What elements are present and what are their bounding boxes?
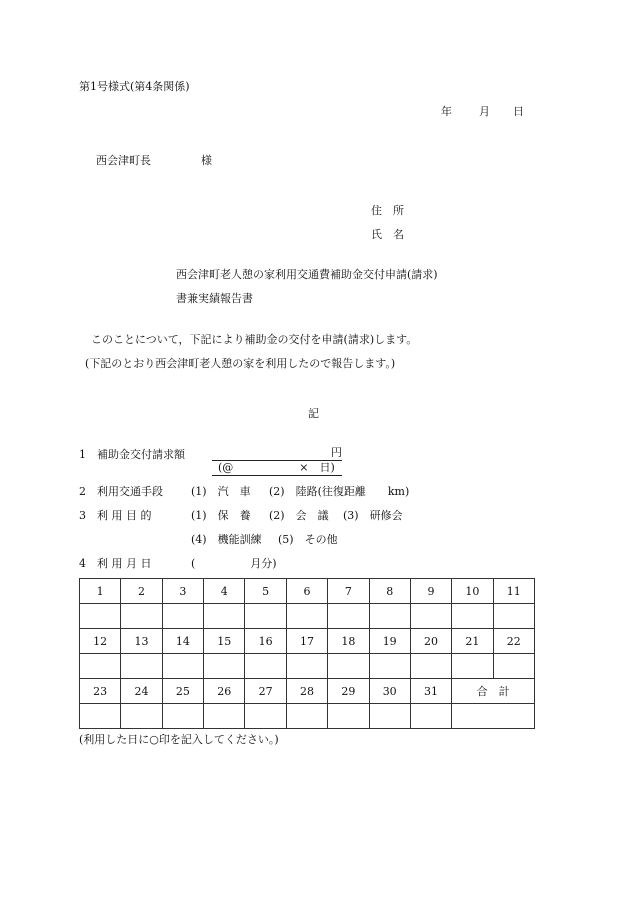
- mark-cell[interactable]: [121, 654, 162, 679]
- mark-cell[interactable]: [286, 704, 327, 729]
- mark-cell[interactable]: [204, 654, 245, 679]
- mark-cell[interactable]: [245, 604, 286, 629]
- mark-cell[interactable]: [369, 704, 410, 729]
- mark-cell[interactable]: [80, 704, 121, 729]
- mark-cell[interactable]: [328, 604, 369, 629]
- form-label: 第1号様式(第4条関係): [79, 80, 190, 93]
- day-cell: 12: [80, 629, 121, 654]
- mark-cell[interactable]: [80, 654, 121, 679]
- mark-cell[interactable]: [369, 604, 410, 629]
- day-cell: 26: [204, 679, 245, 704]
- item1-label: 補助金交付請求額: [97, 448, 185, 461]
- mark-cell[interactable]: [286, 654, 327, 679]
- day-number-row-3: [80, 679, 535, 704]
- total-value-cell[interactable]: [452, 704, 535, 729]
- item2-option-2: (2) 陸路(往復距離 km): [269, 485, 410, 498]
- day-cell: 31: [410, 679, 451, 704]
- usage-days-table: [79, 578, 535, 729]
- day-cell: 18: [328, 629, 369, 654]
- addressee-name: 西会津町長: [96, 154, 151, 167]
- item3-option-1: (1) 保 養: [191, 509, 251, 522]
- day-cell: 16: [245, 629, 286, 654]
- mark-cell[interactable]: [162, 704, 203, 729]
- item3-option-4: (4) 機能訓練: [191, 533, 262, 546]
- day-cell: 21: [452, 629, 493, 654]
- day-cell: 9: [410, 579, 451, 604]
- item1-number: 1: [79, 448, 86, 461]
- day-cell: 27: [245, 679, 286, 704]
- mark-cell[interactable]: [121, 704, 162, 729]
- day-cell: 7: [328, 579, 369, 604]
- item2-option-1: (1) 汽 車: [191, 485, 251, 498]
- date-day: 日: [513, 105, 524, 118]
- day-cell: 30: [369, 679, 410, 704]
- date-year: 年: [441, 105, 452, 118]
- mark-cell[interactable]: [328, 654, 369, 679]
- day-cell: 5: [245, 579, 286, 604]
- day-mark-row-1: [80, 604, 535, 629]
- mark-cell[interactable]: [493, 654, 534, 679]
- date-month: 月: [479, 105, 490, 118]
- day-cell: 20: [410, 629, 451, 654]
- day-cell: 13: [121, 629, 162, 654]
- instruction-note: (利用した日に○印を記入してください。): [79, 733, 279, 746]
- item1-unit: 円: [331, 446, 342, 459]
- day-cell: 11: [493, 579, 534, 604]
- mark-cell[interactable]: [245, 704, 286, 729]
- day-cell: 2: [121, 579, 162, 604]
- mark-cell[interactable]: [328, 704, 369, 729]
- item1-calc: (@ × 日): [218, 461, 335, 474]
- mark-cell[interactable]: [452, 654, 493, 679]
- body-line-1: このことについて，下記により補助金の交付を申請(請求)します。: [91, 333, 418, 346]
- day-cell: 28: [286, 679, 327, 704]
- mark-cell[interactable]: [410, 704, 451, 729]
- item3-option-5: (5) その他: [278, 533, 338, 546]
- item3-label: 利 用 目 的: [97, 509, 152, 522]
- mark-cell[interactable]: [410, 654, 451, 679]
- mark-cell[interactable]: [452, 604, 493, 629]
- day-cell: 4: [204, 579, 245, 604]
- day-cell: 15: [204, 629, 245, 654]
- day-cell: 8: [369, 579, 410, 604]
- name-label: 氏 名: [371, 228, 404, 241]
- day-cell: 22: [493, 629, 534, 654]
- day-cell: 1: [80, 579, 121, 604]
- item3-option-2: (2) 会 議: [269, 509, 329, 522]
- mark-cell[interactable]: [80, 604, 121, 629]
- addressee-honorific: 様: [201, 154, 212, 167]
- address-label: 住 所: [371, 204, 404, 217]
- day-cell: 3: [162, 579, 203, 604]
- item2-number: 2: [79, 485, 86, 498]
- day-cell: 29: [328, 679, 369, 704]
- mark-cell[interactable]: [286, 604, 327, 629]
- day-cell: 17: [286, 629, 327, 654]
- item4-number: 4: [79, 557, 86, 570]
- day-cell: 14: [162, 629, 203, 654]
- mark-cell[interactable]: [162, 604, 203, 629]
- day-mark-row-3: [80, 704, 535, 729]
- title-line-1: 西会津町老人憩の家利用交通費補助金交付申請(請求): [176, 268, 438, 281]
- day-cell: 23: [80, 679, 121, 704]
- day-cell: 19: [369, 629, 410, 654]
- item4-month: ( 月分): [191, 557, 277, 570]
- item2-label: 利用交通手段: [97, 485, 163, 498]
- title-line-2: 書兼実績報告書: [176, 292, 253, 305]
- mark-cell[interactable]: [245, 654, 286, 679]
- day-cell: 25: [162, 679, 203, 704]
- mark-cell[interactable]: [121, 604, 162, 629]
- body-line-2: (下記のとおり西会津町老人憩の家を利用したので報告します。): [85, 357, 396, 370]
- day-cell: 24: [121, 679, 162, 704]
- item3-option-3: (3) 研修会: [343, 509, 403, 522]
- item3-number: 3: [79, 509, 86, 522]
- day-cell: 10: [452, 579, 493, 604]
- item4-label: 利 用 月 日: [97, 557, 152, 570]
- mark-cell[interactable]: [204, 704, 245, 729]
- ki-heading: 記: [308, 407, 319, 420]
- mark-cell[interactable]: [204, 604, 245, 629]
- day-number-row-1: [80, 579, 535, 604]
- day-cell: 6: [286, 579, 327, 604]
- day-number-row-2: [80, 629, 535, 654]
- mark-cell[interactable]: [493, 604, 534, 629]
- mark-cell[interactable]: [369, 654, 410, 679]
- item1-calc-underline: [212, 475, 342, 476]
- mark-cell[interactable]: [162, 654, 203, 679]
- mark-cell[interactable]: [410, 604, 451, 629]
- day-mark-row-2: [80, 654, 535, 679]
- total-label-cell: 合 計: [452, 679, 535, 704]
